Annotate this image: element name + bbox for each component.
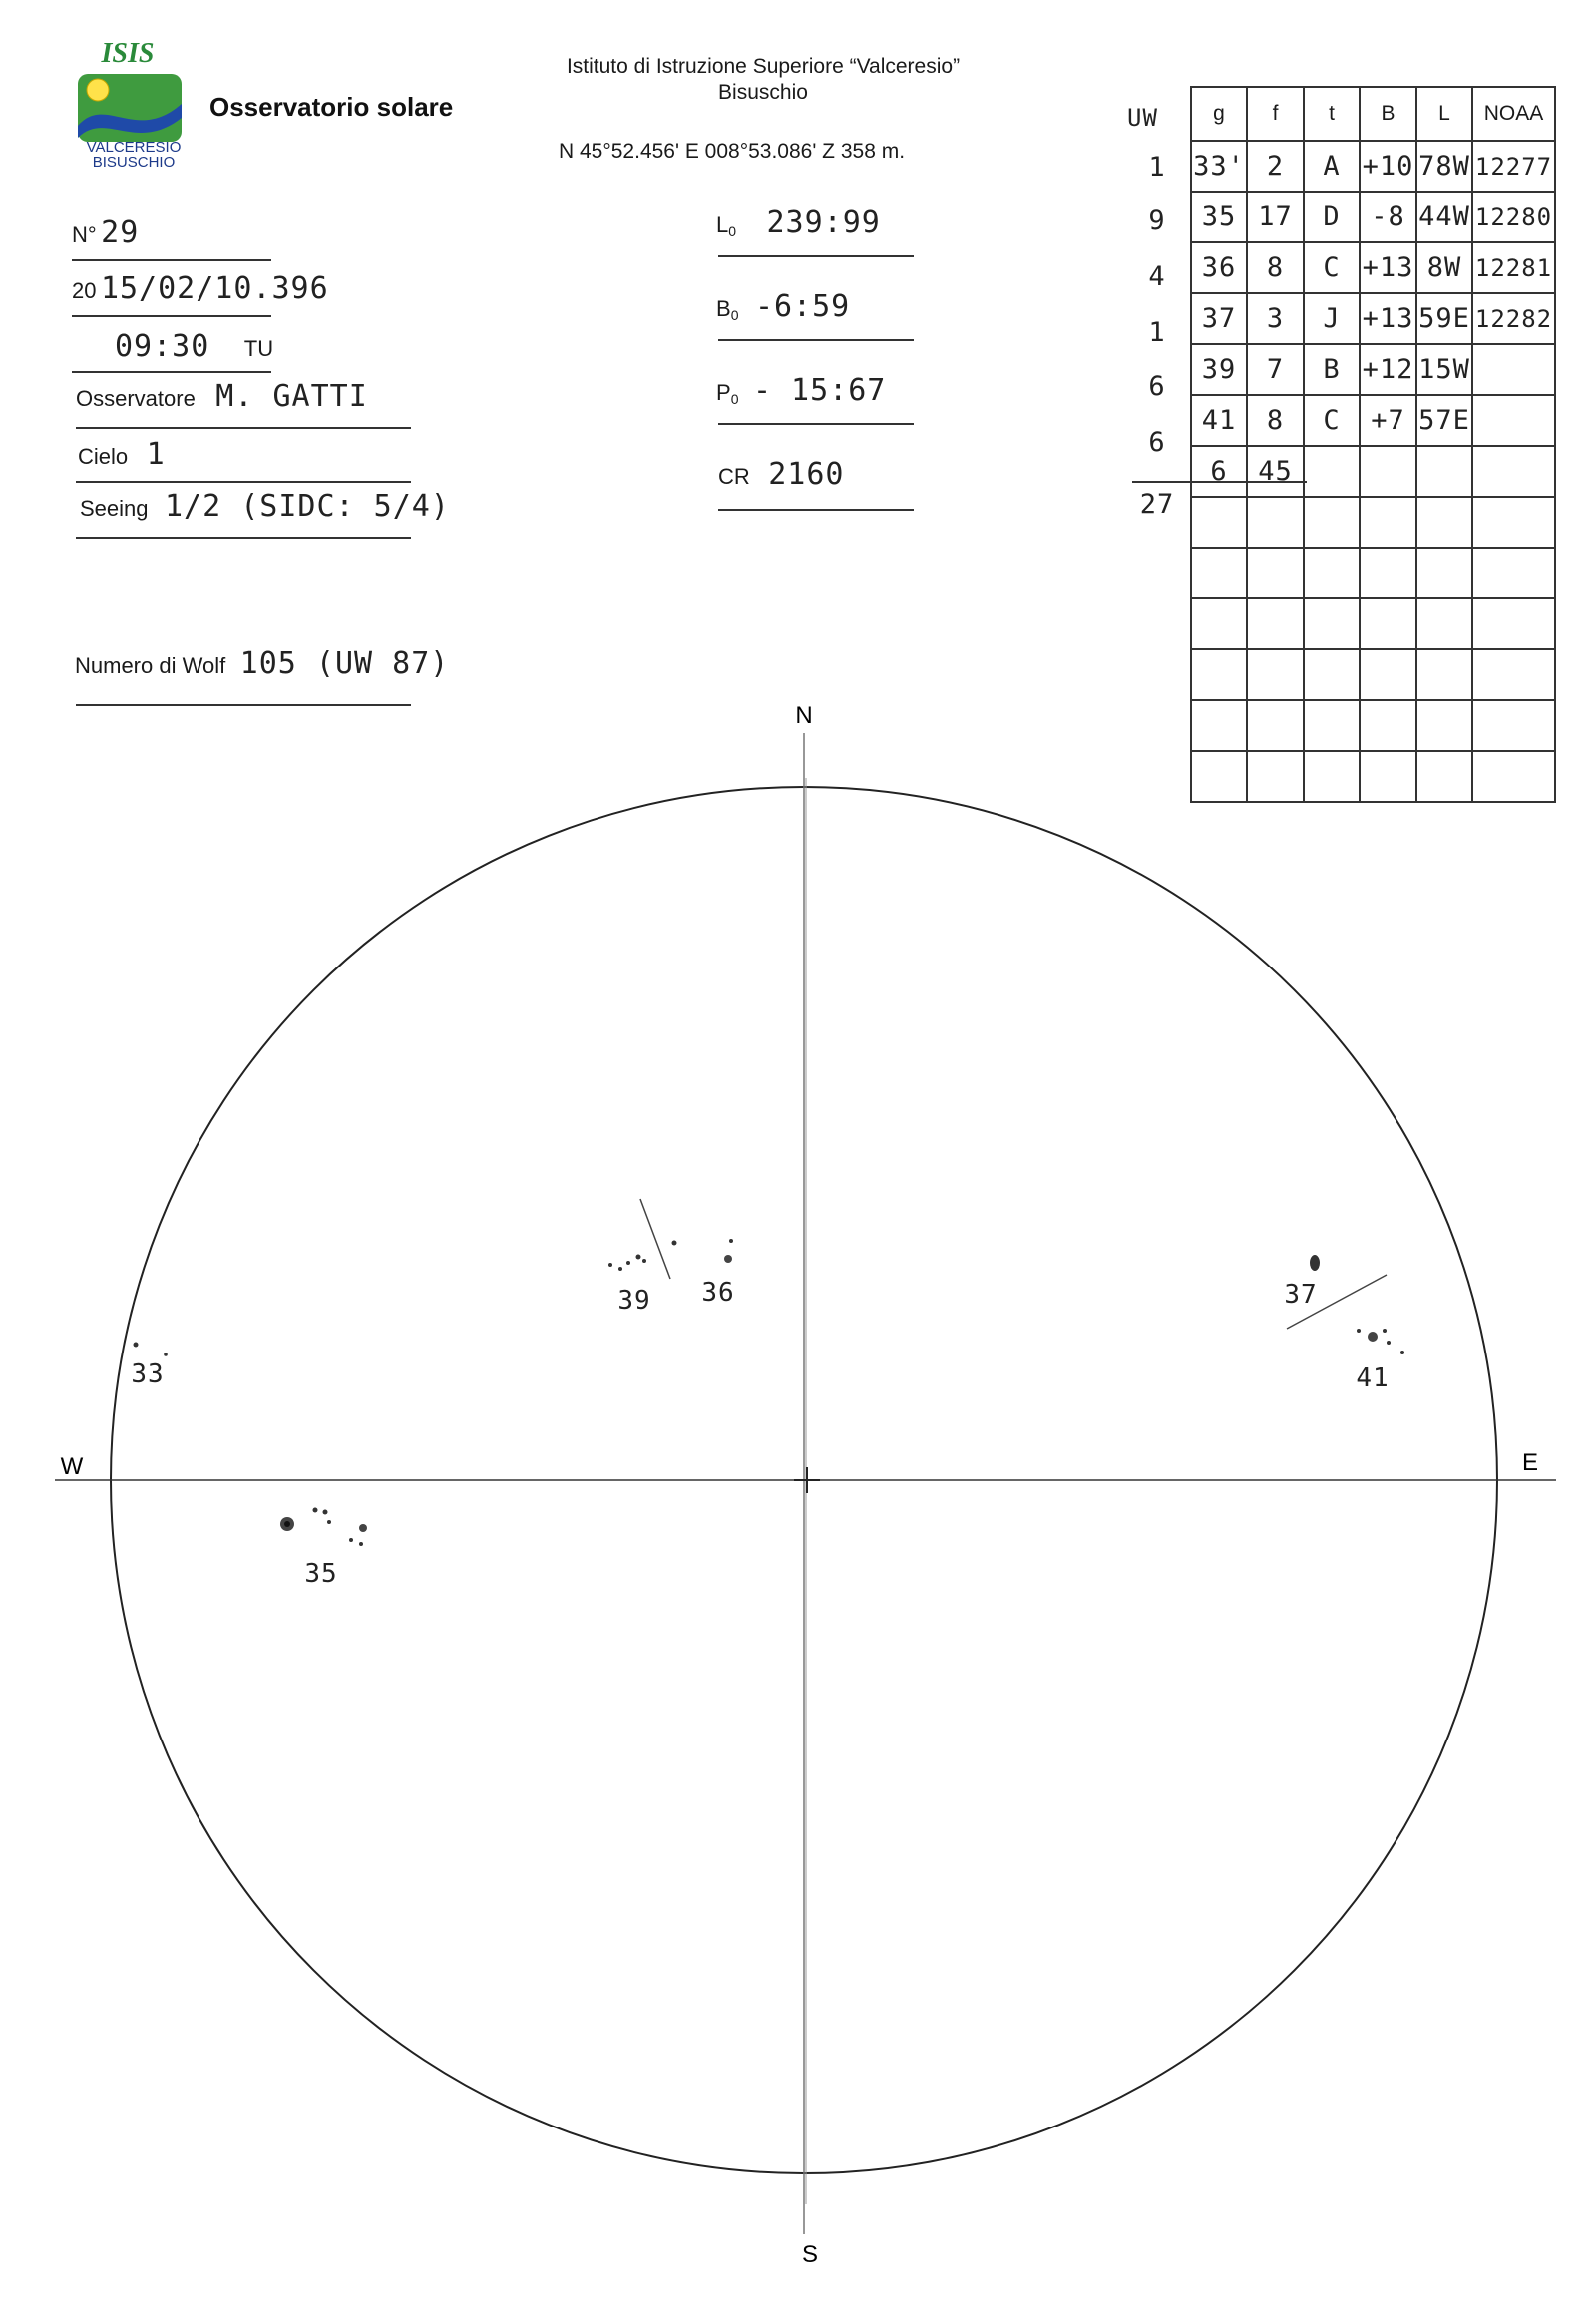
cell-t: D [1304,192,1360,242]
cell-b: +12 [1360,344,1416,395]
sunspot [618,1267,622,1271]
l0-sub: 0 [728,223,737,240]
l0-label: L [716,212,729,237]
uw-total: 27 [1139,489,1175,520]
sunspot [134,1343,139,1348]
cell-noaa: 12280 [1472,192,1555,242]
sunspot [327,1520,331,1524]
cell-t: B [1304,344,1360,395]
record-number-value: 29 [101,215,140,250]
uw-value: 4 [1148,261,1166,292]
group-label-41: 41 [1356,1363,1390,1393]
seeing-label: Seeing [80,496,149,521]
page-title: Osservatorio solare [209,92,454,122]
cell-t: A [1304,141,1360,192]
cell-f: 17 [1247,192,1304,242]
seeing-value: 1/2 (SIDC: 5/4) [164,489,450,524]
institute-name: Istituto di Istruzione Superiore “Valceresio” [566,55,961,78]
cr-label: CR [718,464,750,489]
uw-value: 6 [1148,371,1166,402]
sunspot [313,1508,318,1513]
institute-town: Bisuschio [718,81,808,104]
cell-f: 8 [1247,242,1304,293]
sunspot [1400,1351,1404,1354]
b0-label: B [716,296,731,321]
cell-b: +13 [1360,293,1416,344]
p0-sub: 0 [730,391,739,408]
sky-value: 1 [146,437,166,472]
group-label-39: 39 [617,1286,651,1316]
sunspot [1387,1341,1391,1345]
time-suffix: TU [243,336,274,361]
p0-value: - 15:67 [752,373,887,408]
cell-f: 2 [1247,141,1304,192]
uw-value: 6 [1148,427,1166,458]
uw-value: 1 [1148,317,1166,348]
logo-line1: VALCERESIO [86,139,182,156]
cell-t: J [1304,293,1360,344]
cell-noaa: 12281 [1472,242,1555,293]
south-label: S [801,2241,819,2268]
sunspot [349,1538,353,1542]
cell-noaa: 12282 [1472,293,1555,344]
cell-f: 8 [1247,395,1304,446]
cell-f: 7 [1247,344,1304,395]
sunspot [1357,1329,1361,1333]
north-label: N [795,702,813,729]
cell-f: 3 [1247,293,1304,344]
group-label-37: 37 [1284,1280,1318,1310]
p0-label: P [716,380,731,405]
sunspot [642,1259,646,1263]
sunspot [672,1241,677,1246]
cell-b: +7 [1360,395,1416,446]
sunspot [1310,1255,1320,1271]
uw-value: 1 [1148,152,1166,183]
cell-g: 41 [1191,395,1247,446]
cell-g: 35 [1191,192,1247,242]
sunspot [323,1510,328,1515]
cell-l: 8W [1416,242,1472,293]
uw-header: UW [1127,104,1158,132]
sunspot [724,1255,732,1263]
sky-label: Cielo [78,444,129,469]
date-value: 15/02/10.396 [100,271,329,306]
b0-sub: 0 [730,307,739,324]
observatory-coordinates: N 45°52.456' E 008°53.086' Z 358 m. [559,140,906,163]
group-label-36: 36 [701,1278,735,1308]
sunspot [729,1239,733,1243]
total-g: 6 [1191,446,1247,497]
l0-value: 239:99 [766,205,881,240]
sunspot [1368,1332,1378,1342]
col-g: g [1191,87,1247,141]
col-t: t [1304,87,1360,141]
sunspot [359,1542,363,1546]
b0-value: -6:59 [754,289,851,324]
group-39-pointer [640,1199,670,1279]
wolf-value: 105 (UW 87) [239,646,450,681]
cell-l: 59E [1416,293,1472,344]
cell-g: 39 [1191,344,1247,395]
logo-line2: BISUSCHIO [92,154,176,171]
cell-noaa: 12277 [1472,141,1555,192]
cell-l: 15W [1416,344,1472,395]
observer-value: M. GATTI [215,379,368,414]
wolf-label: Numero di Wolf [75,653,226,678]
observer-label: Osservatore [76,386,196,411]
record-number-label: N° [72,222,97,247]
uw-value: 9 [1148,205,1166,236]
col-f: f [1247,87,1304,141]
logo-wordmark: ISIS [101,38,155,69]
cell-t: C [1304,242,1360,293]
cr-value: 2160 [768,457,845,492]
total-f: 45 [1247,446,1304,497]
sunspot [626,1261,630,1265]
sunspot [1383,1329,1387,1333]
west-label: W [60,1453,84,1480]
sunspot [636,1255,641,1260]
cell-l: 78W [1416,141,1472,192]
col-b: B [1360,87,1416,141]
group-label-35: 35 [304,1559,338,1589]
group-label-33: 33 [131,1359,165,1389]
east-label: E [1521,1449,1539,1476]
sunspot [359,1524,367,1532]
cell-g: 33' [1191,141,1247,192]
cell-g: 36 [1191,242,1247,293]
date-prefix: 20 [72,278,97,303]
sunspot-umbra [284,1521,290,1527]
cell-b: -8 [1360,192,1416,242]
time-value: 09:30 [115,329,210,364]
col-noaa: NOAA [1472,87,1555,141]
sunspot [164,1353,168,1356]
col-l: L [1416,87,1472,141]
cell-b: +10 [1360,141,1416,192]
cell-t: C [1304,395,1360,446]
cell-b: +13 [1360,242,1416,293]
cell-g: 37 [1191,293,1247,344]
sunspot [608,1263,612,1267]
cell-l: 44W [1416,192,1472,242]
cell-l: 57E [1416,395,1472,446]
